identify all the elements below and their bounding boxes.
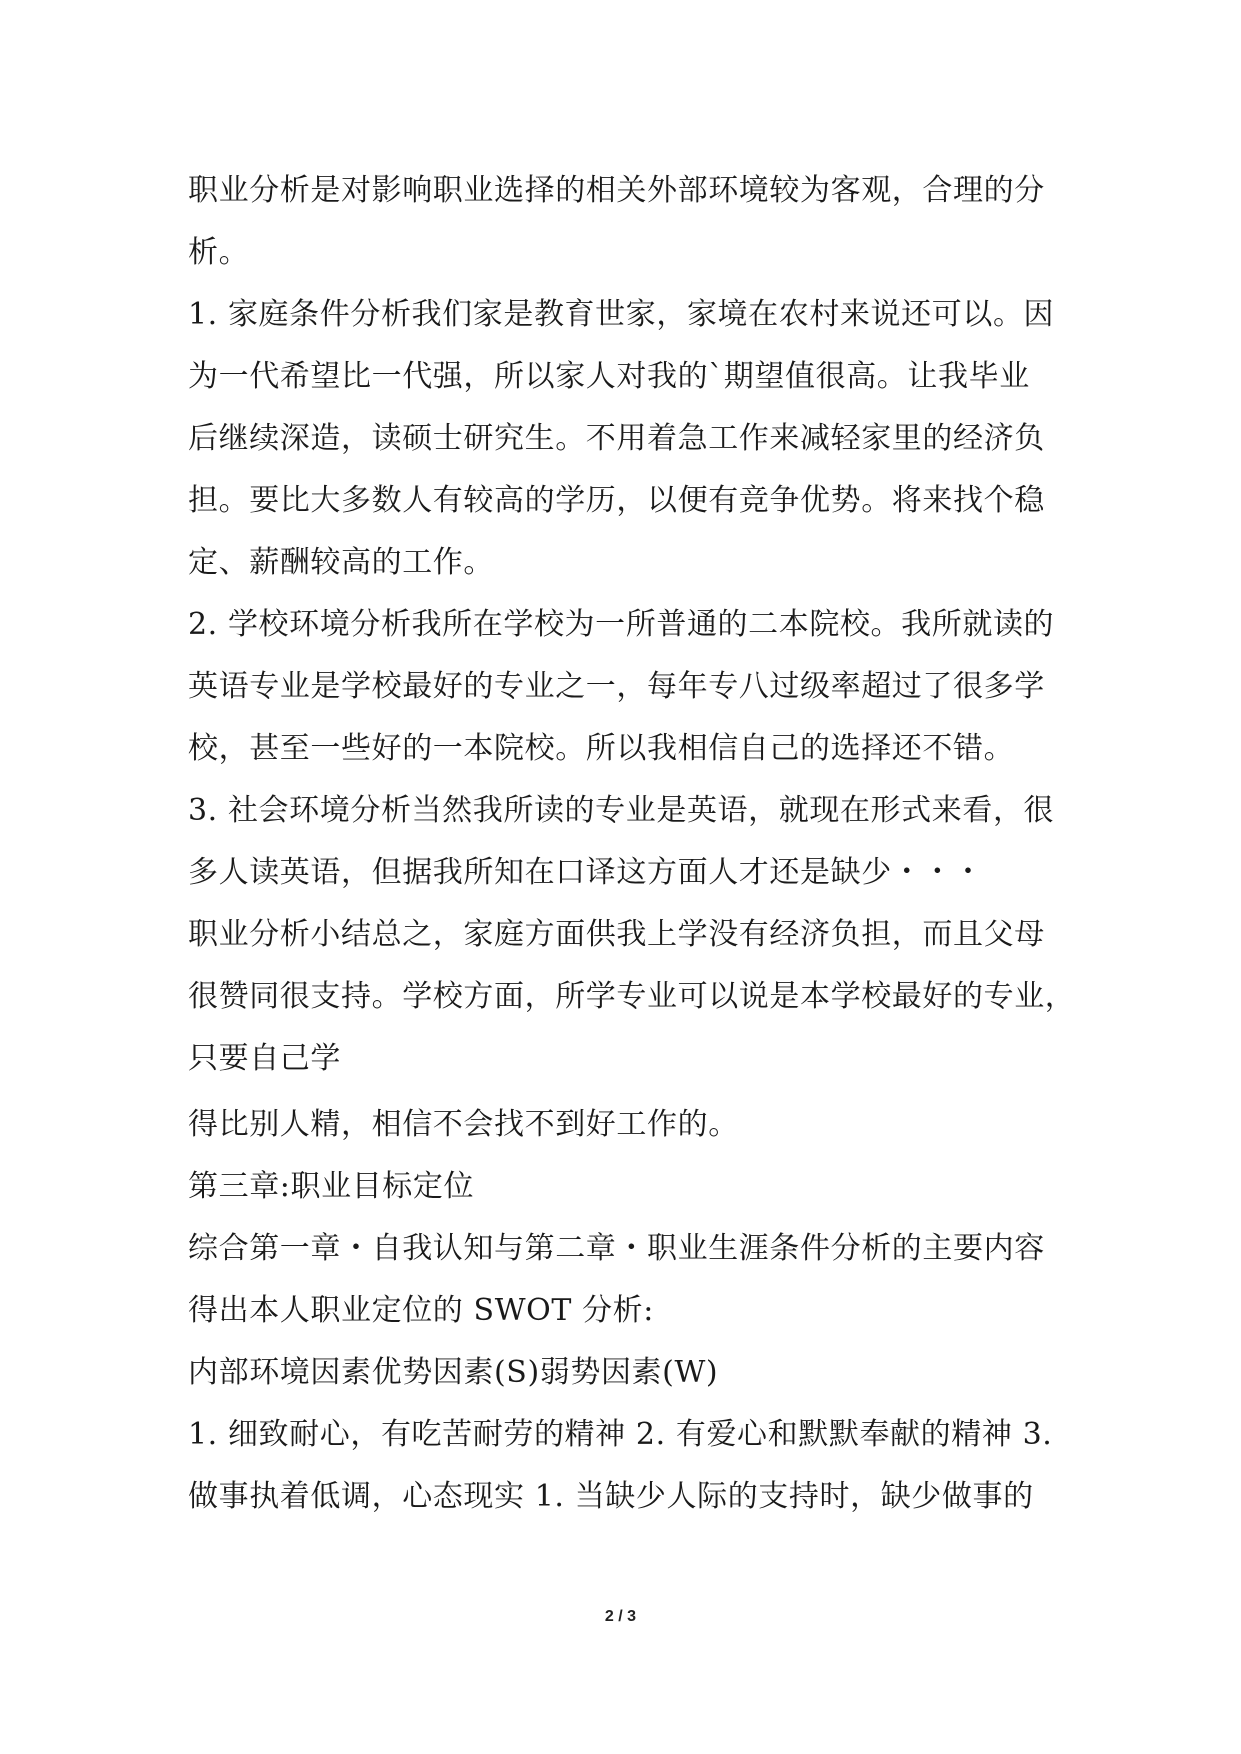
text-line: 英语专业是学校最好的专业之一，每年专八过级率超过了很多学	[188, 669, 1045, 704]
text-line: 后继续深造，读硕士研究生。不用着急工作来减轻家里的经济负	[188, 421, 1045, 456]
text-line: 定、薪酬较高的工作。	[188, 545, 494, 580]
text-line: 多人读英语，但据我所知在口译这方面人才还是缺少・・・	[188, 855, 984, 890]
section-heading: 第三章:职业目标定位	[188, 1169, 475, 1204]
text-line: 只要自己学	[188, 1041, 341, 1076]
text-line: 2. 学校环境分析我所在学校为一所普通的二本院校。我所就读的	[188, 607, 1055, 642]
text-line: 很赞同很支持。学校方面，所学专业可以说是本学校最好的专业，	[188, 979, 1076, 1014]
text-line: 析。	[188, 235, 250, 270]
text-line: 得出本人职业定位的 SWOT 分析:	[188, 1293, 654, 1328]
text-line: 1. 家庭条件分析我们家是教育世家，家境在农村来说还可以。因	[188, 297, 1055, 332]
text-line: 校，甚至一些好的一本院校。所以我相信自己的选择还不错。	[188, 731, 1015, 766]
text-line: 职业分析小结总之，家庭方面供我上学没有经济负担，而且父母	[188, 917, 1045, 952]
text-line: 为一代希望比一代强，所以家人对我的`期望值很高。让我毕业	[188, 359, 1030, 394]
text-line: 内部环境因素优势因素(S)弱势因素(W)	[188, 1355, 719, 1390]
page-number: 2 / 3	[604, 1608, 637, 1625]
text-line: 综合第一章・自我认知与第二章・职业生涯条件分析的主要内容	[188, 1231, 1045, 1266]
text-line: 3. 社会环境分析当然我所读的专业是英语，就现在形式来看，很	[188, 793, 1055, 828]
text-line: 得比别人精，相信不会找不到好工作的。	[188, 1107, 739, 1142]
text-line: 担。要比大多数人有较高的学历，以便有竞争优势。将来找个稳	[188, 483, 1045, 518]
document-body	[188, 160, 1076, 1528]
text-line: 1. 细致耐心，有吃苦耐劳的精神 2. 有爱心和默默奉献的精神 3.	[188, 1417, 1053, 1452]
text-line: 职业分析是对影响职业选择的相关外部环境较为客观，合理的分	[188, 173, 1045, 208]
text-line: 做事执着低调，心态现实 1. 当缺少人际的支持时，缺少做事的	[188, 1479, 1034, 1514]
